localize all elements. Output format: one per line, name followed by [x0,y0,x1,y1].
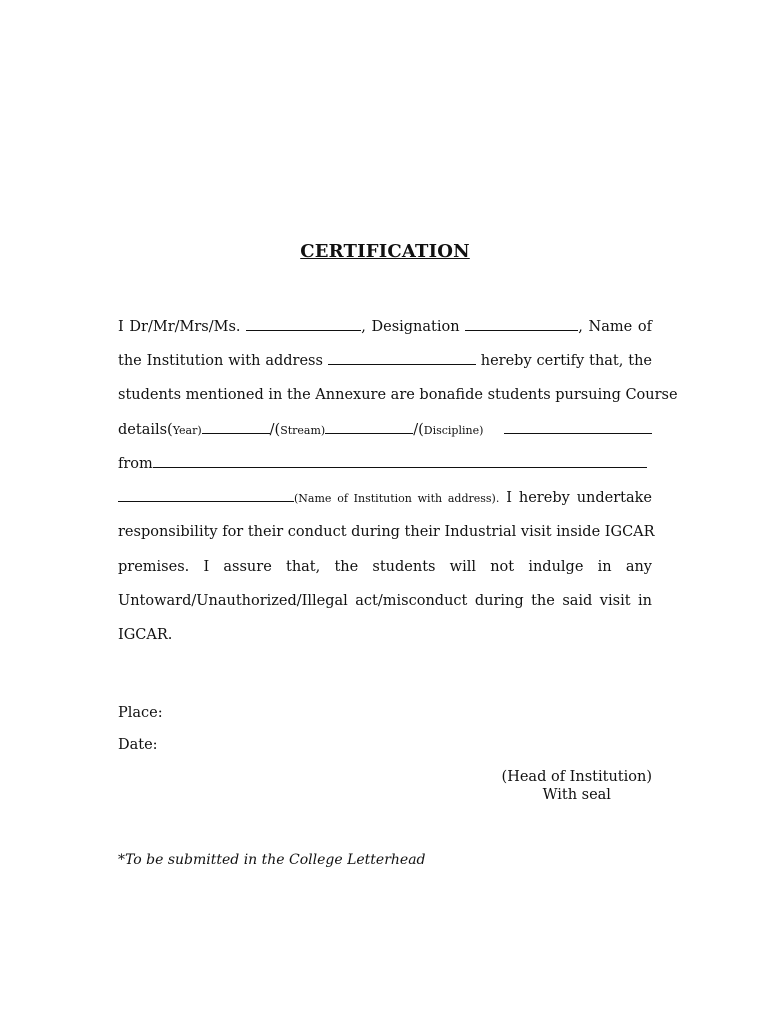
label-year: Year) [172,424,202,437]
signature-block [502,768,652,804]
label-stream: Stream) [280,424,326,437]
text-details: details( [118,422,173,438]
date-label: Date: [118,737,158,753]
signature-title: (Head of Institution) [501,769,652,785]
blank-name [246,318,361,331]
blank-institution [118,489,294,502]
line-10: IGCAR. [118,627,173,643]
text-hereby-certify: hereby certify that, the [480,353,653,369]
blank-address [328,352,476,365]
line-3: students mentioned in the Annexure are bonafide students pursuing Course [118,387,678,403]
text-name-of: , Name of [578,319,652,335]
text-designation: , Designation [361,319,460,335]
footnote: *To be submitted in the College Letterhead [118,852,426,868]
line-1 [118,317,652,337]
blank-stream [325,421,413,434]
line-4 [118,420,652,440]
place-label: Place: [118,705,163,721]
line-2 [118,351,652,371]
line-6 [118,488,652,508]
text-sep-2: /( [413,422,424,438]
text-from: from [118,456,153,472]
line-9: Untoward/Unauthorized/Illegal act/misconduct during the said visit in [118,593,652,609]
text-undertake: I hereby undertake [506,490,653,506]
blank-designation [465,318,578,331]
label-institution-address: (Name of Institution with address). [294,492,500,505]
line-5 [118,454,652,474]
signature-seal: With seal [542,787,611,803]
blank-discipline [504,421,652,434]
text-honorific: I Dr/Mr/Mrs/Ms. [118,319,241,335]
blank-from [153,455,647,468]
blank-year [202,421,270,434]
text-institution-address: the Institution with address [118,353,323,369]
text-sep-1: /( [269,422,281,438]
label-discipline: Discipline) [423,424,484,437]
line-8: premises. I assure that, the students will not indulge in any [118,559,652,575]
document-title: CERTIFICATION [300,241,470,262]
line-7: responsibility for their conduct during their Industrial visit inside IGCAR [118,524,655,540]
